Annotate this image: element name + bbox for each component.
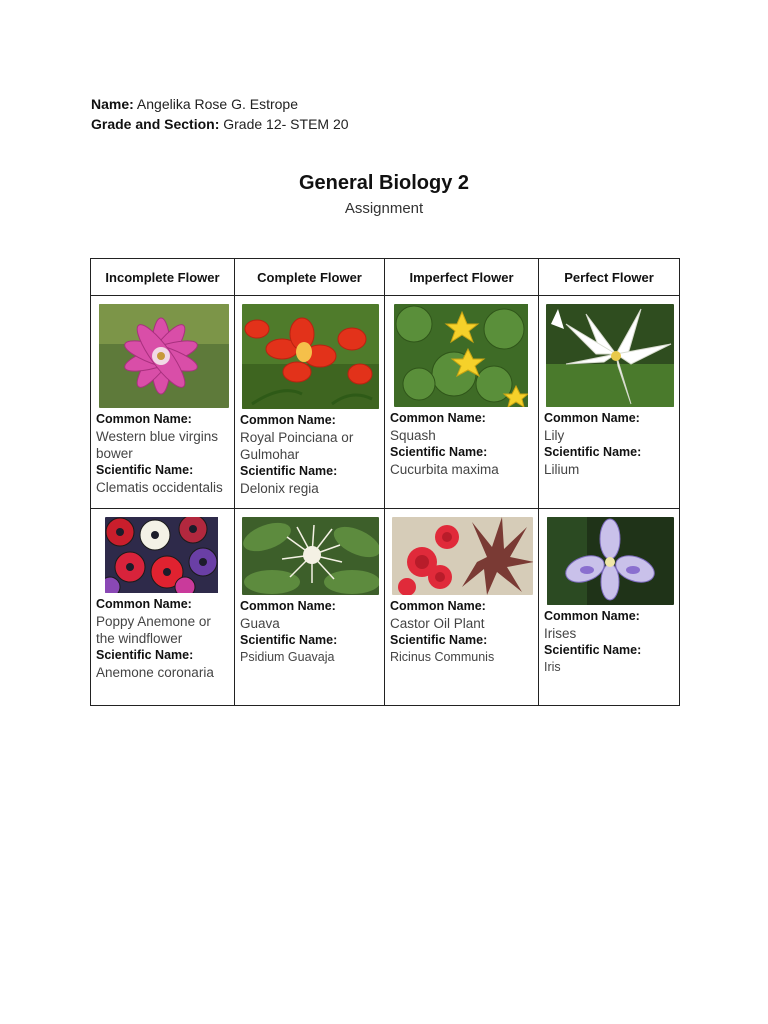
squash-flower-photo bbox=[394, 304, 533, 407]
table-cell bbox=[539, 509, 680, 706]
table-cell bbox=[91, 509, 235, 706]
common-name-value: Castor Oil Plant bbox=[390, 616, 485, 631]
scientific-name-value: Delonix regia bbox=[240, 481, 319, 496]
scientific-name-label: Scientific Name: bbox=[240, 464, 338, 478]
royal-poinciana-photo bbox=[242, 304, 379, 409]
common-name-value: Western blue virgins bower bbox=[96, 429, 219, 461]
iris-photo bbox=[547, 517, 674, 605]
table-cell bbox=[91, 296, 235, 509]
common-name-value: Lily bbox=[544, 428, 565, 443]
name-label: Name: bbox=[91, 96, 134, 112]
scientific-name-label: Scientific Name: bbox=[96, 463, 194, 477]
table-cell bbox=[235, 509, 385, 706]
scientific-name-label: Scientific Name: bbox=[240, 633, 338, 647]
scientific-name-value: Lilium bbox=[544, 462, 580, 477]
common-name-label: Common Name: bbox=[240, 599, 336, 613]
lily-photo bbox=[546, 304, 674, 407]
grade-label: Grade and Section: bbox=[91, 116, 220, 132]
table-cell bbox=[385, 296, 539, 509]
scientific-name-label: Scientific Name: bbox=[390, 633, 488, 647]
column-header: Incomplete Flower bbox=[91, 259, 235, 296]
scientific-name-value: Ricinus Communis bbox=[390, 650, 495, 664]
page-subtitle: Assignment bbox=[344, 200, 424, 217]
scientific-name-value: Anemone coronaria bbox=[96, 665, 214, 680]
scientific-name-label: Scientific Name: bbox=[390, 445, 488, 459]
table-cell bbox=[235, 296, 385, 509]
scientific-name-value: Iris bbox=[544, 660, 561, 674]
scientific-name-value: Clematis occidentalis bbox=[96, 480, 223, 495]
table-row bbox=[91, 296, 680, 509]
grade-line bbox=[91, 114, 349, 134]
common-name-label: Common Name: bbox=[96, 412, 192, 426]
page-title: General Biology 2 bbox=[298, 172, 470, 194]
student-info bbox=[91, 94, 349, 134]
table-cell bbox=[385, 509, 539, 706]
common-name-label: Common Name: bbox=[390, 599, 486, 613]
column-header: Complete Flower bbox=[235, 259, 385, 296]
common-name-label: Common Name: bbox=[544, 411, 640, 425]
grade-value: Grade 12- STEM 20 bbox=[223, 116, 349, 132]
name-line bbox=[91, 94, 349, 114]
scientific-name-label: Scientific Name: bbox=[544, 445, 642, 459]
common-name-value: Irises bbox=[544, 626, 577, 641]
scientific-name-value: Psidium Guavaja bbox=[240, 650, 335, 664]
anemone-photo bbox=[105, 517, 229, 593]
scientific-name-value: Cucurbita maxima bbox=[390, 462, 499, 477]
common-name-value: Squash bbox=[390, 428, 436, 443]
scientific-name-label: Scientific Name: bbox=[96, 648, 194, 662]
guava-flower-photo bbox=[242, 517, 379, 595]
common-name-value: Poppy Anemone or the windflower bbox=[96, 614, 211, 646]
castor-oil-plant-photo bbox=[392, 517, 533, 595]
flower-table bbox=[90, 258, 680, 706]
column-header: Perfect Flower bbox=[539, 259, 680, 296]
name-value: Angelika Rose G. Estrope bbox=[136, 96, 299, 112]
table-header-row bbox=[91, 259, 680, 296]
clematis-photo bbox=[99, 304, 229, 408]
column-header: Imperfect Flower bbox=[385, 259, 539, 296]
common-name-value: Royal Poinciana or Gulmohar bbox=[240, 430, 354, 462]
common-name-label: Common Name: bbox=[390, 411, 486, 425]
common-name-value: Guava bbox=[240, 616, 280, 631]
common-name-label: Common Name: bbox=[240, 413, 336, 427]
common-name-label: Common Name: bbox=[544, 609, 640, 623]
common-name-label: Common Name: bbox=[96, 597, 192, 611]
table-row bbox=[91, 509, 680, 706]
table-cell bbox=[539, 296, 680, 509]
scientific-name-label: Scientific Name: bbox=[544, 643, 642, 657]
